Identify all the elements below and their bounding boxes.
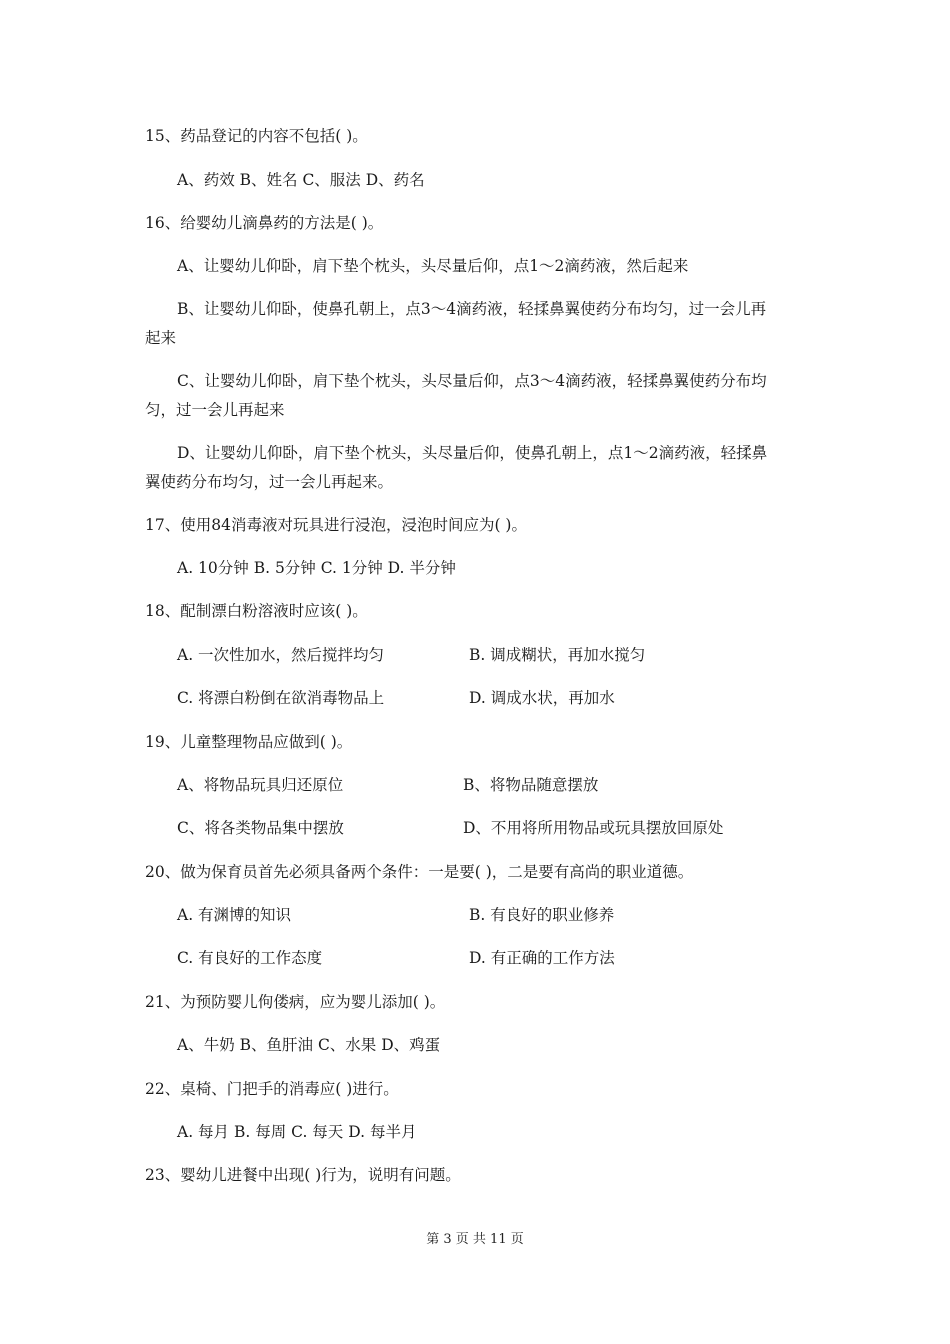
question-19-option-a: A、将物品玩具归还原位 xyxy=(177,776,344,794)
question-18-stem: 18、配制漂白粉溶液时应该( )。 xyxy=(145,602,368,620)
question-15-options: A、药效 B、姓名 C、服法 D、药名 xyxy=(177,171,425,189)
question-21-options: A、牛奶 B、鱼肝油 C、水果 D、鸡蛋 xyxy=(177,1036,441,1054)
question-15-stem: 15、药品登记的内容不包括( )。 xyxy=(145,127,368,145)
question-18-option-a: A. 一次性加水，然后搅拌均匀 xyxy=(177,646,385,664)
question-16-option-a: A、让婴幼儿仰卧，肩下垫个枕头，头尽量后仰，点1～2滴药液，然后起来 xyxy=(177,257,689,275)
question-23-stem: 23、婴幼儿进餐中出现( )行为，说明有问题。 xyxy=(145,1166,461,1184)
question-20-option-c: C. 有良好的工作态度 xyxy=(177,949,323,967)
question-19-option-b: B、将物品随意摆放 xyxy=(463,776,599,794)
question-22-options: A. 每月 B. 每周 C. 每天 D. 每半月 xyxy=(177,1123,417,1141)
question-20-option-b: B. 有良好的职业修养 xyxy=(469,906,615,924)
question-22-stem: 22、桌椅、门把手的消毒应( )进行。 xyxy=(145,1080,399,1098)
question-16-option-b-line2: 起来 xyxy=(145,329,177,347)
question-20-stem: 20、做为保育员首先必须具备两个条件：一是要( )，二是要有高尚的职业道德。 xyxy=(145,863,694,881)
question-16-option-d-line1: D、让婴幼儿仰卧，肩下垫个枕头，头尽量后仰，使鼻孔朝上，点1～2滴药液，轻揉鼻 xyxy=(177,444,768,462)
question-16-option-c-line2: 匀，过一会儿再起来 xyxy=(145,401,285,419)
question-16-option-d-line2: 翼使药分布均匀，过一会儿再起来。 xyxy=(145,473,394,491)
question-16-stem: 16、给婴幼儿滴鼻药的方法是( )。 xyxy=(145,214,384,232)
question-18-option-b: B. 调成糊状，再加水搅匀 xyxy=(469,646,646,664)
question-17-stem: 17、使用84消毒液对玩具进行浸泡，浸泡时间应为( )。 xyxy=(145,516,527,534)
question-19-option-d: D、不用将所用物品或玩具摆放回原处 xyxy=(463,819,724,837)
question-20-option-a: A. 有渊博的知识 xyxy=(177,906,292,924)
question-16-option-b-line1: B、让婴幼儿仰卧，使鼻孔朝上，点3～4滴药液，轻揉鼻翼使药分布均匀，过一会儿再 xyxy=(177,300,767,318)
question-19-option-c: C、将各类物品集中摆放 xyxy=(177,819,344,837)
question-18-option-c: C. 将漂白粉倒在欲消毒物品上 xyxy=(177,689,385,707)
page-footer: 第 3 页 共 11 页 xyxy=(426,1232,524,1247)
question-21-stem: 21、为预防婴儿佝偻病，应为婴儿添加( )。 xyxy=(145,993,446,1011)
question-18-option-d: D. 调成水状，再加水 xyxy=(469,689,615,707)
question-19-stem: 19、儿童整理物品应做到( )。 xyxy=(145,733,353,751)
question-20-option-d: D. 有正确的工作方法 xyxy=(469,949,615,967)
question-16-option-c-line1: C、让婴幼儿仰卧，肩下垫个枕头，头尽量后仰，点3～4滴药液，轻揉鼻翼使药分布均 xyxy=(177,372,767,390)
question-17-options: A. 10分钟 B. 5分钟 C. 1分钟 D. 半分钟 xyxy=(177,559,456,577)
